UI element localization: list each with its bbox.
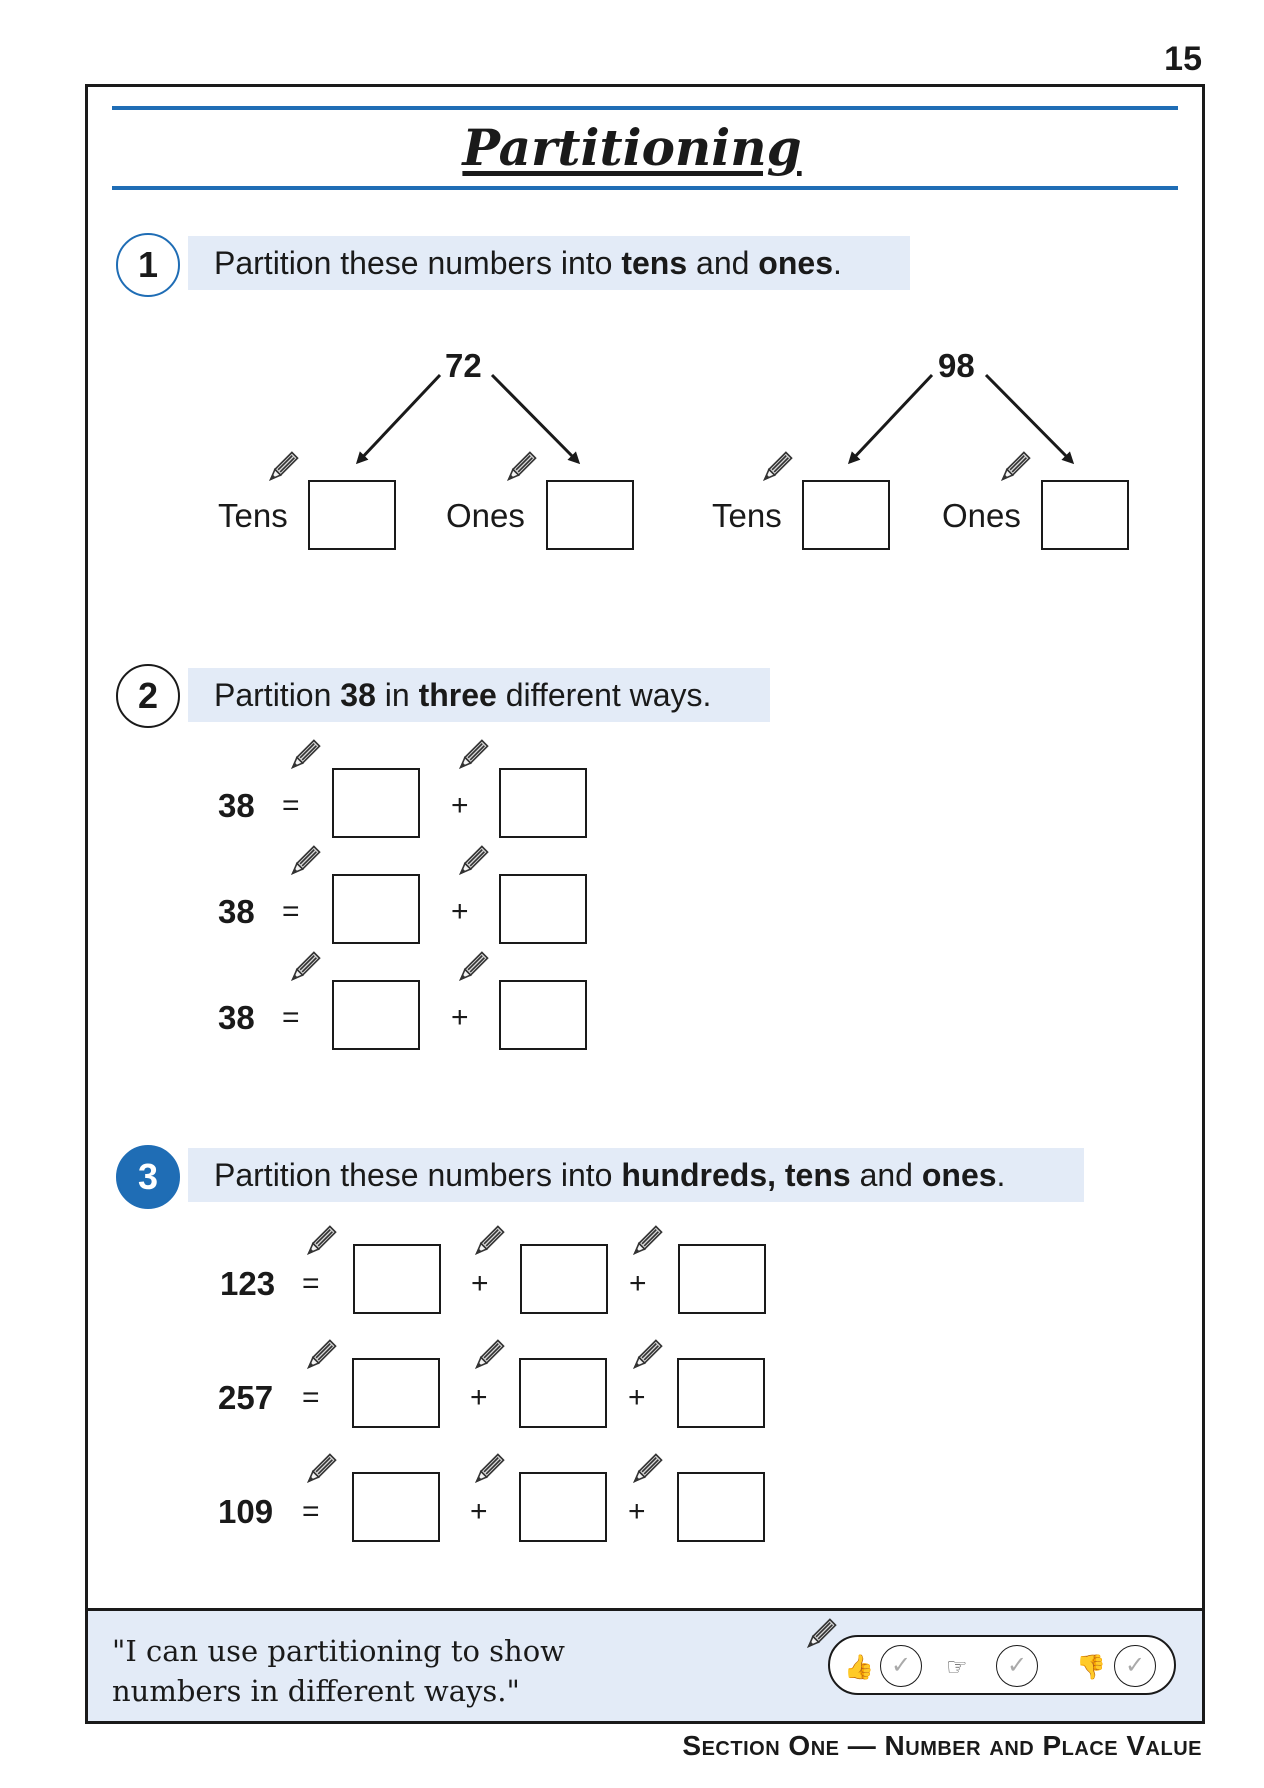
self-assessment-footer bbox=[88, 1608, 1202, 1721]
equals-sign: = bbox=[302, 1381, 320, 1414]
q2-answer-box-3b[interactable] bbox=[499, 980, 587, 1050]
equals-sign: = bbox=[302, 1267, 320, 1300]
q3-answer-box-2a[interactable] bbox=[352, 1358, 440, 1428]
q3-value: 123 bbox=[220, 1265, 276, 1302]
thumbs-down-icon: 👎 bbox=[1076, 1654, 1106, 1681]
question-2-badge: 2 bbox=[116, 664, 180, 728]
q2-answer-box-2a[interactable] bbox=[332, 874, 420, 944]
page-title: Partitioning bbox=[462, 118, 802, 177]
q2-value: 38 bbox=[218, 999, 255, 1036]
pencil-icon bbox=[626, 1450, 666, 1490]
label-tens-98: Tens bbox=[712, 497, 782, 534]
equals-sign: = bbox=[282, 1001, 300, 1034]
label-tens-72: Tens bbox=[218, 497, 288, 534]
page-number: 15 bbox=[1164, 40, 1202, 78]
equals-sign: = bbox=[282, 895, 300, 928]
q2-answer-box-2b[interactable] bbox=[499, 874, 587, 944]
plus-sign: + bbox=[470, 1495, 488, 1528]
q2-value: 38 bbox=[218, 787, 255, 824]
section-footer: Section One — Number and Place Value bbox=[682, 1730, 1202, 1761]
thumbs-up-icon: 👍 bbox=[844, 1654, 874, 1681]
pencil-icon bbox=[756, 448, 796, 488]
plus-sign: + bbox=[628, 1381, 646, 1414]
pencil-icon bbox=[300, 1450, 340, 1490]
answer-box-72-ones[interactable] bbox=[546, 480, 634, 550]
pencil-icon bbox=[284, 736, 324, 776]
plus-sign: + bbox=[451, 1001, 469, 1034]
answer-box-72-tens[interactable] bbox=[308, 480, 396, 550]
label-ones-98: Ones bbox=[942, 497, 1021, 534]
question-1-badge: 1 bbox=[116, 233, 180, 297]
pencil-icon bbox=[468, 1222, 508, 1262]
pencil-icon bbox=[300, 1336, 340, 1376]
q3-answer-box-1c[interactable] bbox=[678, 1244, 766, 1314]
title-rule-bottom bbox=[112, 186, 1178, 190]
question-3-instruction: Partition these numbers into hundreds, tens and ones. bbox=[188, 1148, 1084, 1202]
pencil-icon bbox=[468, 1336, 508, 1376]
question-1-instruction: Partition these numbers into tens and ones. bbox=[188, 236, 910, 290]
tree-number-98: 98 bbox=[938, 347, 975, 384]
thumbs-sideways-icon: ☞ bbox=[946, 1654, 968, 1681]
pencil-icon bbox=[262, 448, 302, 488]
q3-answer-box-3a[interactable] bbox=[352, 1472, 440, 1542]
title-rule-top bbox=[112, 106, 1178, 110]
rating-circle-confident[interactable]: ✓ bbox=[880, 1645, 922, 1687]
q3-value: 109 bbox=[218, 1493, 274, 1530]
q2-answer-box-1b[interactable] bbox=[499, 768, 587, 838]
rating-circle-unsure[interactable]: ✓ bbox=[996, 1645, 1038, 1687]
pencil-icon bbox=[994, 448, 1034, 488]
pencil-icon bbox=[626, 1336, 666, 1376]
learning-statement: "I can use partitioning to show numbers in different ways." bbox=[112, 1634, 565, 1708]
q2-answer-box-1a[interactable] bbox=[332, 768, 420, 838]
q3-answer-box-3c[interactable] bbox=[677, 1472, 765, 1542]
pencil-icon bbox=[284, 948, 324, 988]
question-3-badge: 3 bbox=[116, 1145, 180, 1209]
pencil-icon bbox=[284, 842, 324, 882]
equals-sign: = bbox=[302, 1495, 320, 1528]
self-assessment-rating bbox=[828, 1635, 1176, 1695]
pencil-icon bbox=[300, 1222, 340, 1262]
plus-sign: + bbox=[628, 1495, 646, 1528]
q3-answer-box-3b[interactable] bbox=[519, 1472, 607, 1542]
q3-answer-box-2b[interactable] bbox=[519, 1358, 607, 1428]
pencil-icon bbox=[500, 448, 540, 488]
answer-box-98-tens[interactable] bbox=[802, 480, 890, 550]
plus-sign: + bbox=[471, 1267, 489, 1300]
q2-answer-box-3a[interactable] bbox=[332, 980, 420, 1050]
q3-answer-box-2c[interactable] bbox=[677, 1358, 765, 1428]
q3-answer-box-1b[interactable] bbox=[520, 1244, 608, 1314]
label-ones-72: Ones bbox=[446, 497, 525, 534]
question-2-instruction: Partition 38 in three different ways. bbox=[188, 668, 770, 722]
pencil-icon bbox=[626, 1222, 666, 1262]
q3-answer-box-1a[interactable] bbox=[353, 1244, 441, 1314]
rating-circle-not-yet[interactable]: ✓ bbox=[1114, 1645, 1156, 1687]
q2-value: 38 bbox=[218, 893, 255, 930]
plus-sign: + bbox=[451, 895, 469, 928]
plus-sign: + bbox=[470, 1381, 488, 1414]
tree-number-72: 72 bbox=[445, 347, 482, 384]
answer-box-98-ones[interactable] bbox=[1041, 480, 1129, 550]
pencil-icon bbox=[452, 948, 492, 988]
pencil-icon bbox=[468, 1450, 508, 1490]
pencil-icon bbox=[452, 736, 492, 776]
q3-value: 257 bbox=[218, 1379, 274, 1416]
plus-sign: + bbox=[629, 1267, 647, 1300]
equals-sign: = bbox=[282, 789, 300, 822]
pencil-icon bbox=[452, 842, 492, 882]
plus-sign: + bbox=[451, 789, 469, 822]
